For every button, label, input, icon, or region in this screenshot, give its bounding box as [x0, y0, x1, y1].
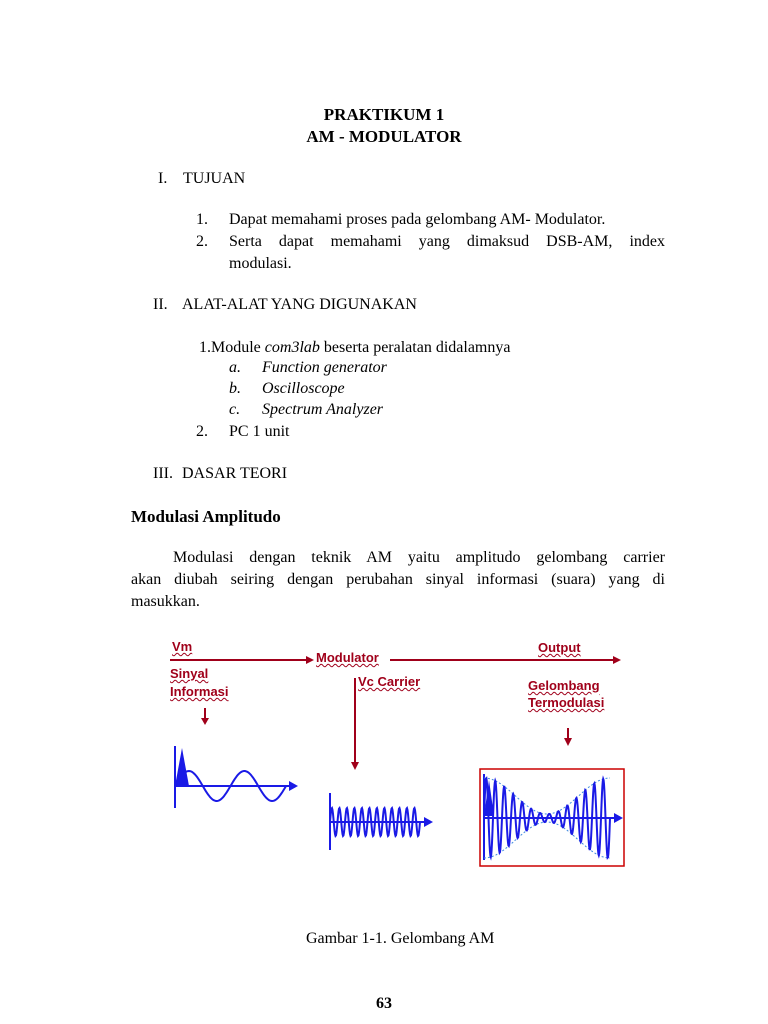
subheading: Modulasi Amplitudo [131, 507, 281, 526]
tujuan-item-2-number: 2. [196, 233, 208, 250]
section-3-heading: DASAR TEORI [182, 465, 288, 482]
title-line-2: AM - MODULATOR [306, 127, 462, 146]
carrier-signal-wave [330, 793, 433, 850]
label-vc-carrier: Vc Carrier [358, 674, 421, 689]
label-gelombang: Gelombang [528, 678, 600, 693]
alat-subitem-c-letter: c. [229, 401, 241, 418]
message-spectrum-marker [175, 748, 189, 786]
am-modulated-sine [484, 778, 610, 857]
label-modulator: Modulator [316, 650, 379, 665]
arrowhead-down-termodulasi [564, 738, 572, 746]
section-2-heading: ALAT-ALAT YANG DIGUNAKAN [182, 296, 417, 313]
section-1-heading: TUJUAN [183, 170, 246, 187]
am-modulation-figure [158, 628, 628, 870]
arrowhead-modulator [306, 656, 314, 664]
tujuan-item-2-line-2: modulasi. [229, 255, 292, 272]
alat-item-1 [199, 339, 510, 357]
tujuan-item-2-line-1: Serta dapat memahami yang dimaksud DSB-AM, index [229, 233, 665, 250]
message-signal-wave [175, 746, 298, 808]
section-3-numeral: III. [153, 465, 173, 482]
alat-item-1-prefix: 1.Module [199, 339, 265, 356]
alat-subitem-b-letter: b. [229, 380, 241, 397]
carrier-time-axis-arrowhead [424, 817, 433, 827]
figure-caption: Gambar 1-1. Gelombang AM [306, 930, 495, 947]
title-line-1: PRAKTIKUM 1 [323, 105, 445, 124]
alat-subitem-b-text: Oscilloscope [262, 380, 345, 397]
label-vm: Vm [172, 639, 193, 654]
alat-subitem-a-letter: a. [229, 359, 241, 376]
am-diagram [158, 628, 628, 870]
alat-item-1-module-name: com3lab [264, 339, 320, 356]
am-output-wave [480, 769, 624, 866]
section-1-numeral: I. [158, 170, 168, 187]
section-2-numeral: II. [153, 296, 168, 313]
arrowhead-output [613, 656, 621, 664]
alat-subitem-c-text: Spectrum Analyzer [262, 401, 384, 418]
output-time-axis-arrowhead [614, 813, 623, 823]
arrowhead-down-carrier [351, 762, 359, 770]
paragraph-line-1: Modulasi dengan teknik AM yaitu amplitudo gelombang carrier [173, 549, 665, 566]
page-number: 63 [376, 995, 392, 1012]
label-sinyal: Sinyal [170, 666, 209, 681]
alat-item-2-text: PC 1 unit [229, 423, 290, 440]
label-termodulasi: Termodulasi [528, 695, 605, 710]
tujuan-item-1-text: Dapat memahami proses pada gelombang AM- Modulator. [229, 211, 606, 228]
paragraph-line-2: akan diubah seiring dengan perubahan sinyal informasi (suara) yang di [131, 571, 665, 588]
message-time-axis-arrowhead [289, 781, 298, 791]
alat-item-1-suffix: beserta peralatan didalamnya [319, 339, 511, 356]
paragraph-line-3: masukkan. [131, 593, 200, 610]
alat-item-2-number: 2. [196, 423, 208, 440]
tujuan-item-1-number: 1. [196, 211, 208, 228]
arrowhead-down-informasi [201, 718, 209, 725]
label-informasi: Informasi [170, 684, 229, 699]
alat-subitem-a-text: Function generator [262, 359, 387, 376]
label-output: Output [538, 640, 581, 655]
